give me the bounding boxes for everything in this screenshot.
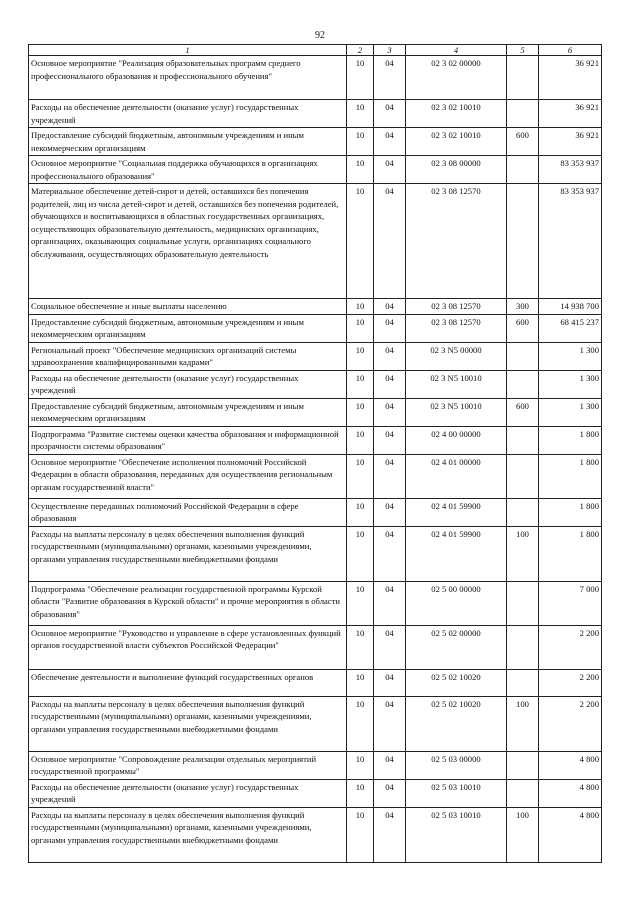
table-row (29, 128, 602, 156)
row-subsection-cell: 04 (374, 807, 406, 862)
table-row (29, 454, 602, 498)
header-row (29, 45, 602, 56)
row-target-code-cell: 02 3 02 10010 (406, 100, 507, 128)
row-section-cell: 10 (347, 128, 374, 156)
row-subsection-cell: 04 (374, 56, 406, 100)
row-subsection-cell: 04 (374, 370, 406, 398)
row-expense-type-cell (507, 779, 539, 807)
row-target-code-cell: 02 5 03 00000 (406, 751, 507, 779)
table-row (29, 696, 602, 751)
row-target-code-cell: 02 3 08 12570 (406, 314, 507, 342)
row-subsection-cell: 04 (374, 526, 406, 581)
row-name-cell: Подпрограмма "Обеспечение реализации государственной программы Курской области "Развитие образования в Курской области" и прочие мероприятия в области образования" (29, 581, 347, 625)
table-row (29, 807, 602, 862)
table-row (29, 669, 602, 696)
row-amount-cell: 4 800 (539, 779, 602, 807)
row-target-code-cell: 02 3 08 12570 (406, 184, 507, 299)
row-name-cell: Материальное обеспечение детей-сирот и детей, оставшихся без попечения родителей, лиц из числа детей-сирот и детей, оставшихся без попечения родителей, обучающихся и воспитывающихся в областных государственных организациях, осуществляющих образовательную деятельность, медицинских организациях, организациях, оказывающих социальные услуги, организациях социального обслуживания, осуществляющих образовательную деятельность (29, 184, 347, 299)
row-section-cell: 10 (347, 779, 374, 807)
row-amount-cell: 1 800 (539, 454, 602, 498)
row-expense-type-cell: 300 (507, 299, 539, 315)
row-subsection-cell: 04 (374, 342, 406, 370)
row-subsection-cell: 04 (374, 156, 406, 184)
row-amount-cell: 1 800 (539, 426, 602, 454)
row-target-code-cell: 02 3 08 00000 (406, 156, 507, 184)
row-expense-type-cell: 100 (507, 696, 539, 751)
row-target-code-cell: 02 5 00 00000 (406, 581, 507, 625)
row-target-code-cell: 02 3 N5 10010 (406, 398, 507, 426)
row-amount-cell: 7 000 (539, 581, 602, 625)
row-section-cell: 10 (347, 342, 374, 370)
row-name-cell: Основное мероприятие "Руководство и управление в сфере установленных функций органов государственной власти субъектов Российской Федерации" (29, 625, 347, 669)
row-section-cell: 10 (347, 299, 374, 315)
row-section-cell: 10 (347, 184, 374, 299)
row-amount-cell: 4 800 (539, 751, 602, 779)
row-subsection-cell: 04 (374, 751, 406, 779)
row-amount-cell: 68 415 237 (539, 314, 602, 342)
row-amount-cell: 36 921 (539, 128, 602, 156)
row-subsection-cell: 04 (374, 100, 406, 128)
row-subsection-cell: 04 (374, 398, 406, 426)
row-subsection-cell: 04 (374, 454, 406, 498)
row-name-cell: Расходы на обеспечение деятельности (оказание услуг) государственных учреждений (29, 779, 347, 807)
row-name-cell: Расходы на выплаты персоналу в целях обеспечения выполнения функций государственными (муниципальными) органами, казенными учреждениями, органами управления государственными внебюджетными фондами (29, 526, 347, 581)
row-amount-cell: 4 800 (539, 807, 602, 862)
row-amount-cell: 14 938 700 (539, 299, 602, 315)
row-amount-cell: 83 353 937 (539, 156, 602, 184)
table-row (29, 498, 602, 526)
table-row (29, 342, 602, 370)
table-row (29, 299, 602, 315)
table-row (29, 314, 602, 342)
row-expense-type-cell: 600 (507, 314, 539, 342)
row-name-cell: Расходы на обеспечение деятельности (оказание услуг) государственных учреждений (29, 100, 347, 128)
table-row (29, 100, 602, 128)
row-amount-cell: 2 200 (539, 696, 602, 751)
row-expense-type-cell (507, 581, 539, 625)
header-cell: 4 (406, 45, 507, 56)
row-section-cell: 10 (347, 498, 374, 526)
row-section-cell: 10 (347, 56, 374, 100)
row-name-cell: Региональный проект "Обеспечение медицинских организаций системы здравоохранения квалифицированными кадрами" (29, 342, 347, 370)
row-name-cell: Обеспечение деятельности и выполнение функций государственных органов (29, 669, 347, 696)
row-target-code-cell: 02 5 02 10020 (406, 669, 507, 696)
row-section-cell: 10 (347, 625, 374, 669)
row-amount-cell: 36 921 (539, 100, 602, 128)
row-name-cell: Подпрограмма "Развитие системы оценки качества образования и информационной прозрачности системы образования" (29, 426, 347, 454)
row-expense-type-cell (507, 156, 539, 184)
row-target-code-cell: 02 3 08 12570 (406, 299, 507, 315)
row-section-cell: 10 (347, 807, 374, 862)
row-target-code-cell: 02 3 N5 00000 (406, 342, 507, 370)
row-amount-cell: 1 300 (539, 370, 602, 398)
budget-table (28, 44, 602, 863)
row-section-cell: 10 (347, 426, 374, 454)
row-subsection-cell: 04 (374, 696, 406, 751)
row-section-cell: 10 (347, 100, 374, 128)
row-subsection-cell: 04 (374, 314, 406, 342)
row-expense-type-cell (507, 342, 539, 370)
row-section-cell: 10 (347, 398, 374, 426)
row-name-cell: Социальное обеспечение и иные выплаты населению (29, 299, 347, 315)
row-subsection-cell: 04 (374, 299, 406, 315)
row-name-cell: Основное мероприятие "Социальная поддержка обучающихся в организациях профессионального образования" (29, 156, 347, 184)
header-cell: 6 (539, 45, 602, 56)
row-subsection-cell: 04 (374, 625, 406, 669)
row-section-cell: 10 (347, 581, 374, 625)
row-name-cell: Основное мероприятие "Реализация образовательных программ среднего профессионального образования и профессионального обучения" (29, 56, 347, 100)
row-name-cell: Предоставление субсидий бюджетным, автономным учреждениям и иным некоммерческим организациям (29, 314, 347, 342)
row-subsection-cell: 04 (374, 581, 406, 625)
table-row (29, 426, 602, 454)
table-row (29, 581, 602, 625)
row-section-cell: 10 (347, 370, 374, 398)
row-target-code-cell: 02 3 02 10010 (406, 128, 507, 156)
row-amount-cell: 1 800 (539, 498, 602, 526)
row-name-cell: Предоставление субсидий бюджетным, автономным учреждениям и иным некоммерческим организациям (29, 398, 347, 426)
row-section-cell: 10 (347, 314, 374, 342)
table-row (29, 398, 602, 426)
row-expense-type-cell: 600 (507, 398, 539, 426)
row-target-code-cell: 02 4 01 59900 (406, 526, 507, 581)
row-section-cell: 10 (347, 454, 374, 498)
row-expense-type-cell (507, 426, 539, 454)
row-target-code-cell: 02 5 02 10020 (406, 696, 507, 751)
row-amount-cell: 1 800 (539, 526, 602, 581)
row-expense-type-cell (507, 100, 539, 128)
row-section-cell: 10 (347, 669, 374, 696)
row-subsection-cell: 04 (374, 498, 406, 526)
page-number: 92 (315, 30, 325, 41)
row-amount-cell: 2 200 (539, 625, 602, 669)
row-expense-type-cell (507, 625, 539, 669)
row-amount-cell: 83 353 937 (539, 184, 602, 299)
row-section-cell: 10 (347, 156, 374, 184)
row-expense-type-cell: 100 (507, 526, 539, 581)
row-subsection-cell: 04 (374, 128, 406, 156)
row-section-cell: 10 (347, 526, 374, 581)
row-subsection-cell: 04 (374, 669, 406, 696)
row-expense-type-cell (507, 184, 539, 299)
row-expense-type-cell (507, 454, 539, 498)
row-expense-type-cell: 600 (507, 128, 539, 156)
row-target-code-cell: 02 5 03 10010 (406, 807, 507, 862)
header-cell: 3 (374, 45, 406, 56)
row-amount-cell: 1 300 (539, 398, 602, 426)
table-row (29, 184, 602, 299)
table-row (29, 156, 602, 184)
row-target-code-cell: 02 4 01 59900 (406, 498, 507, 526)
header-cell: 1 (29, 45, 347, 56)
row-name-cell: Основное мероприятие "Сопровождение реализации отдельных мероприятий государственной программы" (29, 751, 347, 779)
header-cell: 5 (507, 45, 539, 56)
row-name-cell: Расходы на обеспечение деятельности (оказание услуг) государственных учреждений (29, 370, 347, 398)
table-row (29, 526, 602, 581)
row-target-code-cell: 02 3 N5 10010 (406, 370, 507, 398)
row-expense-type-cell: 100 (507, 807, 539, 862)
table-row (29, 779, 602, 807)
row-subsection-cell: 04 (374, 779, 406, 807)
row-subsection-cell: 04 (374, 426, 406, 454)
table-row (29, 625, 602, 669)
row-expense-type-cell (507, 669, 539, 696)
row-subsection-cell: 04 (374, 184, 406, 299)
row-target-code-cell: 02 5 02 00000 (406, 625, 507, 669)
row-target-code-cell: 02 5 03 10010 (406, 779, 507, 807)
row-expense-type-cell (507, 751, 539, 779)
row-target-code-cell: 02 4 00 00000 (406, 426, 507, 454)
row-section-cell: 10 (347, 751, 374, 779)
table-row (29, 751, 602, 779)
row-name-cell: Расходы на выплаты персоналу в целях обеспечения выполнения функций государственными (муниципальными) органами, казенными учреждениями, органами управления государственными внебюджетными фондами (29, 807, 347, 862)
table-row (29, 370, 602, 398)
row-section-cell: 10 (347, 696, 374, 751)
row-amount-cell: 1 300 (539, 342, 602, 370)
row-name-cell: Основное мероприятие "Обеспечение исполнения полномочий Российской Федерации в области образования, переданных для осуществления региональным органам государственной власти" (29, 454, 347, 498)
row-target-code-cell: 02 3 02 00000 (406, 56, 507, 100)
row-expense-type-cell (507, 498, 539, 526)
row-amount-cell: 2 200 (539, 669, 602, 696)
row-expense-type-cell (507, 56, 539, 100)
row-name-cell: Предоставление субсидий бюджетным, автономным учреждениям и иным некоммерческим организациям (29, 128, 347, 156)
header-cell: 2 (347, 45, 374, 56)
row-name-cell: Осуществление переданных полномочий Российской Федерации в сфере образования (29, 498, 347, 526)
row-name-cell: Расходы на выплаты персоналу в целях обеспечения выполнения функций государственными (муниципальными) органами, казенными учреждениями, органами управления государственными внебюджетными фондами (29, 696, 347, 751)
row-target-code-cell: 02 4 01 00000 (406, 454, 507, 498)
row-expense-type-cell (507, 370, 539, 398)
table-row (29, 56, 602, 100)
row-amount-cell: 36 921 (539, 56, 602, 100)
